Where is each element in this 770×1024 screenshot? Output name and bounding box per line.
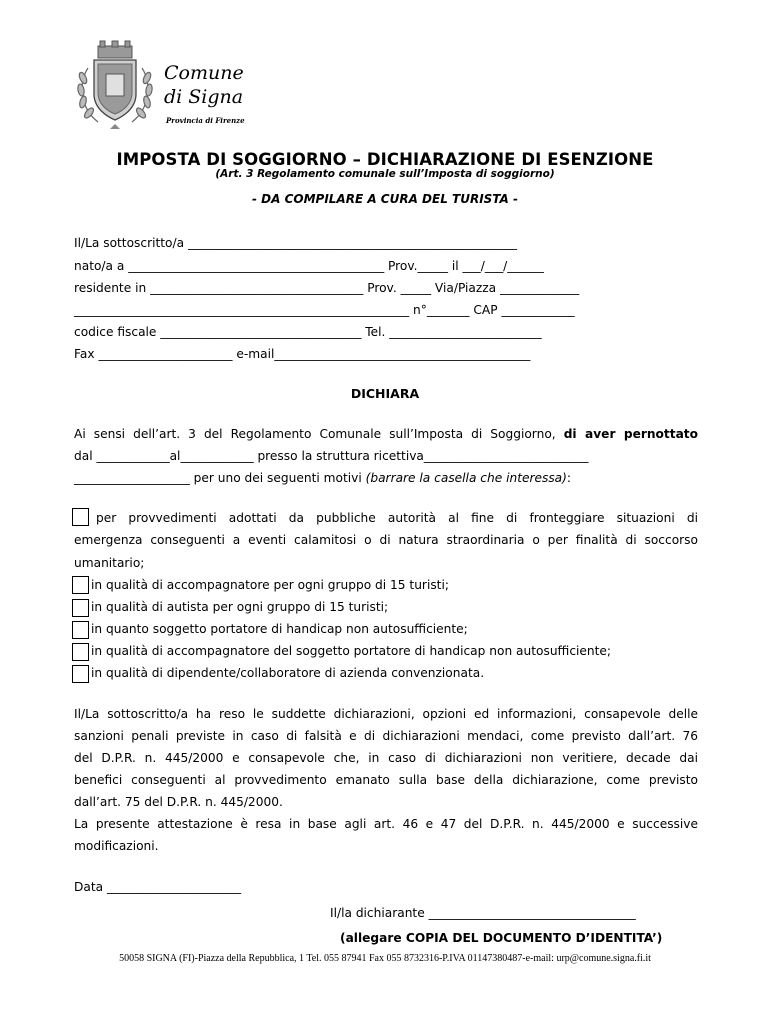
intro-line-3: ___________________ per uno dei seguenti motivi (barrare la casella che interessa): bbox=[74, 471, 572, 485]
option-provvedimenti-line2: emergenza conseguenti a eventi calamitosi o di natura straordinaria o per finalità di soccorso bbox=[74, 533, 698, 547]
municipality-name-line2: di Signa bbox=[164, 86, 244, 108]
declaration-line-1: Il/La sottoscritto/a ha reso le suddette dichiarazioni, opzioni ed informazioni, consapevole delle bbox=[74, 707, 698, 721]
field-indirizzo[interactable]: _______________________________________________________ n°_______ CAP ____________ bbox=[74, 303, 575, 317]
checkbox-autista[interactable] bbox=[72, 599, 89, 617]
province-label: Provincia di Firenze bbox=[166, 116, 245, 125]
municipality-name-line1: Comune bbox=[164, 62, 244, 84]
date-field[interactable]: Data ______________________ bbox=[74, 880, 242, 894]
field-fax-email[interactable]: Fax ______________________ e-mail__________________________________________ bbox=[74, 347, 531, 361]
intro-line-1: Ai sensi dell’art. 3 del Regolamento Comunale sull’Imposta di Soggiorno, di aver pernottato bbox=[74, 427, 698, 441]
option-accompagnatore-gruppo: in qualità di accompagnatore per ogni gruppo di 15 turisti; bbox=[91, 578, 449, 592]
declaration-line-6: La presente attestazione è resa in base agli art. 46 e 47 del D.P.R. n. 445/2000 e successive bbox=[74, 817, 698, 831]
declaration-line-5: dall’art. 75 del D.P.R. n. 445/2000. bbox=[74, 795, 283, 809]
footer-address: 50058 SIGNA (FI)-Piazza della Repubblica, 1 Tel. 055 87941 Fax 055 8732316-P.IVA 01147380487-e-mail: urp@comune.signa.fi.it bbox=[119, 953, 651, 964]
option-dipendente: in qualità di dipendente/collaboratore di azienda convenzionata. bbox=[91, 666, 485, 680]
field-codice-fiscale[interactable]: codice fiscale _________________________________ Tel. _________________________ bbox=[74, 325, 542, 339]
signature-field[interactable]: Il/la dichiarante __________________________________ bbox=[330, 906, 636, 920]
municipal-crest-icon bbox=[74, 38, 156, 130]
document-subtitle: (Art. 3 Regolamento comunale sull’Imposta di soggiorno) bbox=[215, 168, 555, 180]
field-nato[interactable]: nato/a a __________________________________________ Prov._____ il ___/___/______ bbox=[74, 259, 544, 273]
checkbox-dipendente[interactable] bbox=[72, 665, 89, 683]
option-handicap: in quanto soggetto portatore di handicap non autosufficiente; bbox=[91, 622, 468, 636]
intro-line-2[interactable]: dal ____________al____________ presso la struttura ricettiva___________________________ bbox=[74, 449, 589, 463]
dichiara-heading: DICHIARA bbox=[350, 386, 420, 401]
declaration-line-4: benefici conseguenti al provvedimento emanato sulla base della dichiarazione, come previsto bbox=[74, 773, 698, 787]
checkbox-accompagnatore-handicap[interactable] bbox=[72, 643, 89, 661]
checkbox-provvedimenti[interactable] bbox=[72, 508, 89, 526]
option-accompagnatore-handicap: in qualità di accompagnatore del soggetto portatore di handicap non autosufficiente; bbox=[91, 644, 612, 658]
document-title: IMPOSTA DI SOGGIORNO – DICHIARAZIONE DI ESENZIONE bbox=[116, 150, 654, 169]
option-autista: in qualità di autista per ogni gruppo di 15 turisti; bbox=[91, 600, 389, 614]
checkbox-accompagnatore-gruppo[interactable] bbox=[72, 576, 89, 594]
declaration-line-7: modificazioni. bbox=[74, 839, 159, 853]
declaration-line-2: sanzioni penali previste in caso di falsità e di dichiarazioni mendaci, come previsto dall’art. 76 bbox=[74, 729, 698, 743]
declaration-line-3: del D.P.R. n. 445/2000 e consapevole che, in caso di dichiarazioni non veritiere, decade dai bbox=[74, 751, 698, 765]
option-provvedimenti-line3: umanitario; bbox=[74, 556, 145, 570]
field-sottoscritto[interactable]: Il/La sottoscritto/a ______________________________________________________ bbox=[74, 236, 518, 250]
option-provvedimenti-line1: per provvedimenti adottati da pubbliche autorità al fine di fronteggiare situazioni di bbox=[96, 511, 698, 525]
field-residente[interactable]: residente in ___________________________________ Prov. _____ Via/Piazza _____________ bbox=[74, 281, 580, 295]
checkbox-handicap[interactable] bbox=[72, 621, 89, 639]
compile-note: - DA COMPILARE A CURA DEL TURISTA - bbox=[251, 192, 519, 206]
attach-id-note: (allegare COPIA DEL DOCUMENTO D’IDENTITA’) bbox=[340, 931, 663, 945]
